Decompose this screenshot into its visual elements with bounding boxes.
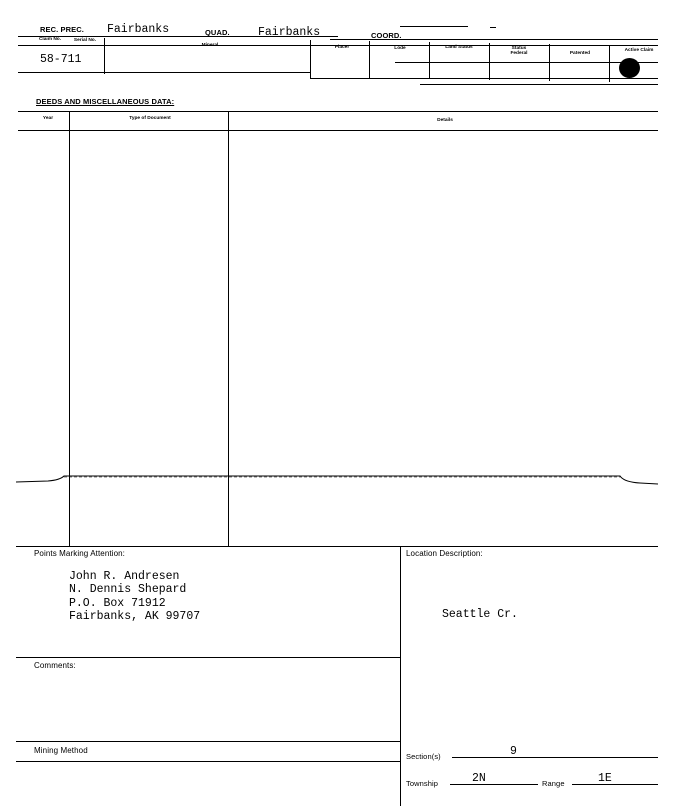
col-details: Details: [437, 118, 453, 123]
claim-col-divider-7: [609, 45, 610, 82]
claim-no-value: 58-711: [40, 53, 82, 66]
col-type-of-document: Type of Document: [129, 116, 171, 121]
section-underline: [452, 757, 658, 758]
range-label: Range: [542, 779, 565, 788]
fold-line: [0, 470, 678, 494]
section-label: Section(s): [406, 752, 441, 761]
quad-value: Fairbanks: [258, 26, 321, 39]
claim-col-divider-3: [369, 41, 370, 78]
mining-method-top-rule: [16, 741, 400, 742]
col-placer: Placer: [334, 45, 350, 50]
section-value: 9: [510, 745, 517, 758]
lower-top-rule: [16, 546, 658, 547]
col-lode: Lode: [394, 46, 406, 51]
claim-col-divider-4: [429, 42, 430, 79]
township-value: 2N: [472, 772, 486, 785]
township-underline: [450, 784, 538, 785]
location-description-label: Location Description:: [406, 549, 483, 558]
claim-col-divider-2: [310, 40, 311, 78]
comments-label: Comments:: [34, 661, 76, 670]
comments-top-rule: [16, 657, 400, 658]
header-rule-left: [18, 36, 338, 37]
lower-center-divider: [400, 546, 401, 806]
claim-col-divider-6: [549, 44, 550, 81]
col-claim-no: Claim No.: [38, 37, 62, 42]
col-mineral: Mineral: [201, 43, 219, 48]
rec-prec-value: Fairbanks: [107, 23, 170, 36]
coord-label: COORD.: [371, 31, 402, 40]
claim-col-divider-1: [104, 38, 105, 74]
claim-table-sub-rule: [395, 62, 658, 63]
range-underline: [572, 784, 658, 785]
deeds-title: DEEDS AND MISCELLANEOUS DATA:: [36, 97, 175, 106]
mining-method-label: Mining Method: [34, 746, 88, 755]
col-active-claim: Active Claim: [624, 48, 654, 53]
location-description-value: Seattle Cr.: [442, 608, 518, 621]
active-claim-mark: [619, 58, 640, 78]
header-top-dash-2: [490, 27, 496, 28]
claim-table-lower-rule: [420, 84, 658, 85]
rec-prec-label: REC. PREC.: [40, 25, 84, 34]
range-value: 1E: [598, 772, 612, 785]
points-marking-attention-label: Points Marking Attention:: [34, 549, 125, 558]
col-year: Year: [42, 116, 54, 121]
township-label: Township: [406, 779, 439, 788]
col-patented: Patented: [569, 51, 591, 56]
col-land-status: Land Status: [445, 45, 473, 50]
claim-table-bottom-left: [18, 72, 311, 73]
col-status-federal: Status Federal: [510, 46, 528, 56]
pma-line-3: P.O. Box 71912: [69, 597, 166, 610]
col-serial-no: Serial No.: [73, 38, 97, 43]
claim-col-divider-5: [489, 43, 490, 80]
deeds-table-header-rule: [18, 130, 658, 131]
claim-table-bottom-right: [310, 78, 658, 79]
pma-line-4: Fairbanks, AK 99707: [69, 610, 201, 623]
deeds-table-top-rule: [18, 111, 658, 112]
mining-method-bottom-rule: [16, 761, 400, 762]
header-top-dash: [400, 26, 468, 27]
quad-label: QUAD.: [205, 28, 230, 37]
pma-line-2: N. Dennis Shepard: [69, 583, 187, 596]
pma-line-1: John R. Andresen: [69, 570, 180, 583]
header-rule-right: [330, 39, 658, 40]
